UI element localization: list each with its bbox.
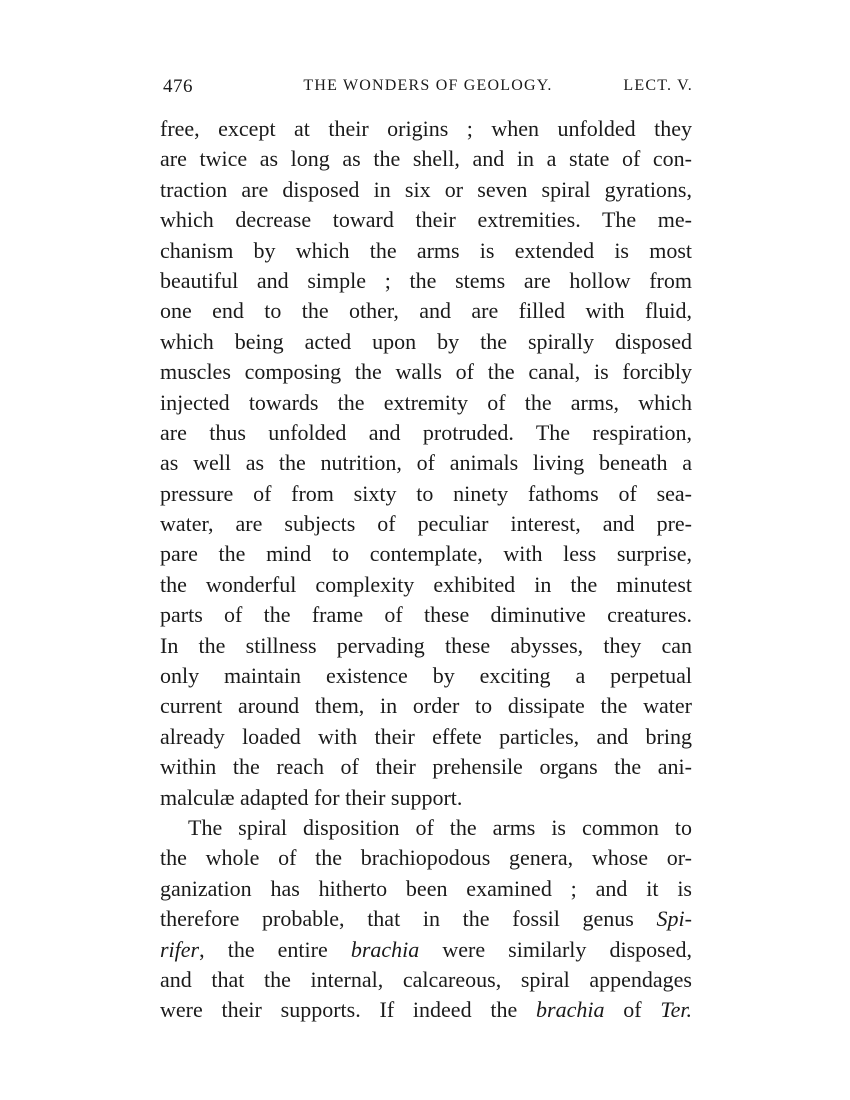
text-line: one end to the other, and are filled with fluid,: [160, 298, 692, 324]
text-line: the wonderful complexity exhibited in the minutest: [160, 571, 692, 597]
italic-term: brachia: [536, 997, 605, 1023]
italic-genus-name: Ter.: [660, 997, 692, 1023]
lecture-label: LECT. V.: [623, 77, 693, 94]
text-line: [160, 935, 692, 965]
text-line: as well as the nutrition, of animals living beneath a: [160, 450, 692, 476]
paragraph-2: [160, 813, 692, 1026]
text-run: therefore probable, that in the fossil genus: [160, 906, 657, 932]
text-line: beautiful and simple ; the stems are hollow from: [160, 267, 692, 293]
running-header: [163, 76, 693, 102]
text-line: injected towards the extremity of the arms, which: [160, 389, 692, 415]
text-line: are thus unfolded and protruded. The respiration,: [160, 419, 692, 445]
text-run: were similarly disposed,: [419, 936, 692, 962]
text-line: muscles composing the walls of the canal, is forcibly: [160, 359, 692, 385]
italic-genus-name: Spi-: [656, 906, 692, 932]
paragraph-1: [160, 114, 692, 813]
text-line: parts of the frame of these diminutive creatures.: [160, 602, 692, 628]
text-run: were their supports. If indeed the: [160, 997, 537, 1023]
text-line: water, are subjects of peculiar interest, and pre-: [160, 511, 692, 537]
text-line: the whole of the brachiopodous genera, whose or-: [160, 845, 692, 871]
text-line: free, except at their origins ; when unfolded they: [160, 116, 692, 141]
text-line: malculæ adapted for their support.: [160, 784, 463, 810]
text-run: of: [604, 997, 661, 1023]
text-line: within the reach of their prehensile organs the ani-: [160, 754, 692, 780]
text-line: [160, 904, 692, 934]
text-line: ganization has hitherto been examined ; and it is: [160, 875, 692, 901]
running-title: THE WONDERS OF GEOLOGY.: [303, 77, 553, 94]
body-text: [160, 114, 692, 1026]
text-line: and that the internal, calcareous, spiral appendages: [160, 966, 692, 992]
text-line: [160, 995, 692, 1025]
italic-term: brachia: [350, 936, 420, 962]
text-line: which being acted upon by the spirally disposed: [160, 328, 692, 354]
text-line: pare the mind to contemplate, with less surprise,: [160, 541, 692, 567]
italic-genus-name: rifer: [160, 936, 200, 962]
text-line: which decrease toward their extremities. The me-: [160, 207, 692, 233]
text-line: The spiral disposition of the arms is common to: [188, 814, 692, 840]
text-line: In the stillness pervading these abysses, they can: [160, 632, 692, 658]
text-line: only maintain existence by exciting a perpetual: [160, 663, 692, 689]
text-line: are twice as long as the shell, and in a state of con-: [160, 146, 692, 172]
text-line: chanism by which the arms is extended is most: [160, 237, 692, 263]
text-line: pressure of from sixty to ninety fathoms of sea-: [160, 480, 692, 506]
text-run: , the entire: [199, 936, 351, 962]
page-number: 476: [163, 76, 193, 97]
text-line: traction are disposed in six or seven spiral gyrations,: [160, 176, 692, 202]
text-line: current around them, in order to dissipate the water: [160, 693, 692, 719]
text-line: already loaded with their effete particles, and bring: [160, 723, 692, 749]
